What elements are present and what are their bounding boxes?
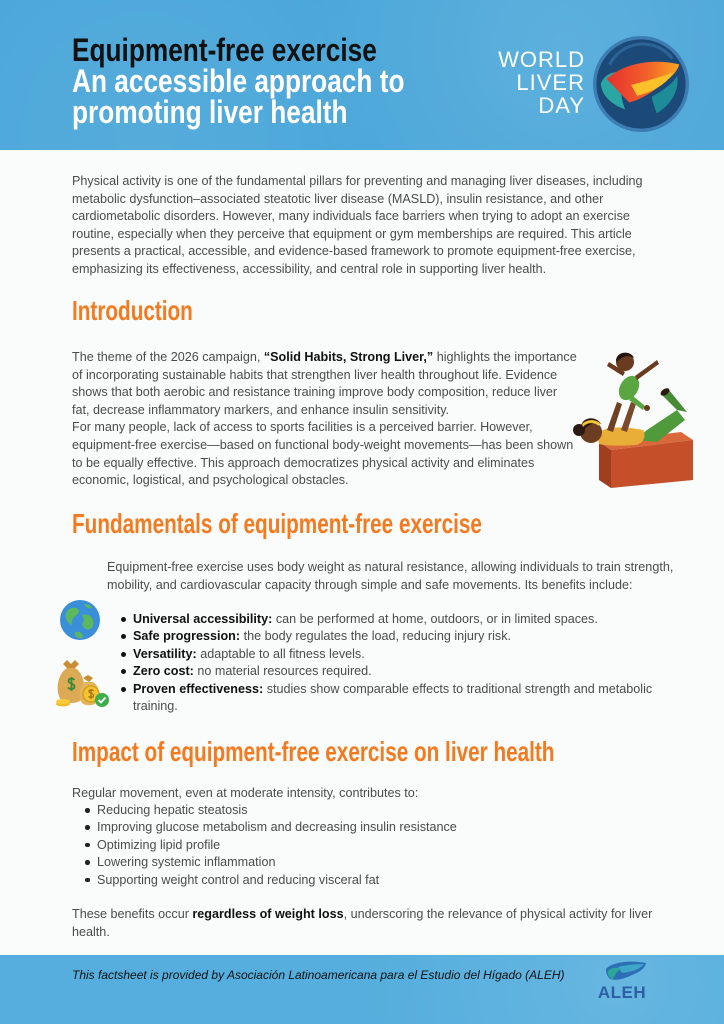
conclusion-text-end: , underscoring the relevance of physical activity for liver health. <box>72 907 653 939</box>
conclusion-text-start: These benefits occur <box>72 907 189 921</box>
benefit-text: adaptable to all fitness levels. <box>200 646 365 661</box>
benefit-item <box>133 663 683 680</box>
introduction-heading: Introduction <box>72 295 193 326</box>
logo-word-liver: LIVER <box>516 70 585 95</box>
benefit-item <box>133 681 683 716</box>
benefit-title: Versatility: <box>133 646 197 661</box>
footer-credit: This factsheet is provided by Asociación Latinoamericana para el Estudio del Hígado (ALEH) <box>72 968 565 982</box>
benefit-title: Zero cost: <box>133 664 194 679</box>
impact-lead: Regular movement, even at moderate intensity, contributes to: <box>72 786 419 800</box>
benefits-list <box>133 611 683 715</box>
list-item: Supporting weight control and reducing visceral fat <box>97 872 657 889</box>
introduction-text-start: The theme of the 2026 campaign, <box>72 350 261 364</box>
fundamentals-heading: Fundamentals of equipment-free exercise <box>72 508 482 539</box>
list-item: Reducing hepatic steatosis <box>97 802 657 819</box>
aleh-logo-text: ALEH <box>597 983 647 1002</box>
list-item: Optimizing lipid profile <box>97 837 657 854</box>
logo-word-world: WORLD <box>498 47 585 72</box>
benefit-text: can be performed at home, outdoors, or in limited spaces. <box>275 612 598 626</box>
conclusion-emphasis: regardless of weight loss <box>192 907 344 921</box>
money-bags-icon <box>55 658 111 708</box>
benefit-title: Safe progression: <box>133 629 241 644</box>
impact-conclusion <box>72 906 654 941</box>
benefit-text: the body regulates the load, reducing injury risk. <box>243 629 511 644</box>
liver-globe-icon <box>592 35 690 133</box>
aleh-liver-icon <box>604 959 648 983</box>
world-liver-day-wordmark <box>498 48 585 117</box>
introduction-text-barriers: For many people, lack of access to sports facilities is a perceived barrier. However, equipment-free exercise—based on functional body-weight movements—has been shown to be equally effective. This approach democratizes physical activity and eliminates economic, logistical, and psychological obstacles. <box>72 420 574 488</box>
logo-word-day: DAY <box>538 93 585 118</box>
globe-icon <box>58 598 102 642</box>
benefit-item <box>133 646 683 663</box>
campaign-theme: “Solid Habits, Strong Liver,” <box>263 350 434 364</box>
benefit-text: studies show comparable effects to traditional strength and metabolic training. <box>133 681 653 714</box>
benefit-text: no material resources required. <box>197 664 372 679</box>
page-title <box>72 32 405 130</box>
mother-lifting-baby-illustration <box>573 346 695 490</box>
list-item: Improving glucose metabolism and decreasing insulin resistance <box>97 819 657 836</box>
title-line-1: Equipment-free exercise <box>72 32 377 68</box>
header-banner <box>0 0 724 150</box>
title-line-2: An accessible approach to <box>72 63 405 99</box>
fundamentals-lead: Equipment-free exercise uses body weight as natural resistance, allowing individuals to train strength, mobility, and cardiovascular capacity through simple and safe movements. Its benefits include: <box>107 560 674 592</box>
footer-banner <box>0 955 724 1024</box>
intro-paragraph: Physical activity is one of the fundamental pillars for preventing and managing liver diseases, including metabolic dysfunction–associated steatotic liver disease (MASLD), insulin resistance, and other cardiometabolic disorders. However, many individuals face barriers when trying to adopt an exercise routine, especially when they perceive that equipment or gym memberships are required. This article presents a practical, accessible, and evidence-based framework to promote equipment-free exercise, emphasizing its effectiveness, accessibility, and central role in supporting liver health. <box>72 174 643 276</box>
title-line-3: promoting liver health <box>72 94 348 130</box>
list-item: Lowering systemic inflammation <box>97 854 657 871</box>
benefit-title: Proven effectiveness: <box>133 681 264 696</box>
introduction-text-end: highlights the importance of incorporating sustainable habits that strengthen liver health throughout life. Evidence shows that both aerobic and resistance training improve body composition, reduce liver fat, decrease inflammatory markers, and enhance insulin sensitivity. <box>72 350 577 417</box>
benefit-title: Universal accessibility: <box>133 612 273 626</box>
benefit-item <box>133 628 683 645</box>
impact-list <box>97 802 657 889</box>
impact-heading: Impact of equipment-free exercise on liver health <box>72 736 555 767</box>
benefit-item <box>133 611 683 628</box>
introduction-paragraph <box>72 349 578 490</box>
